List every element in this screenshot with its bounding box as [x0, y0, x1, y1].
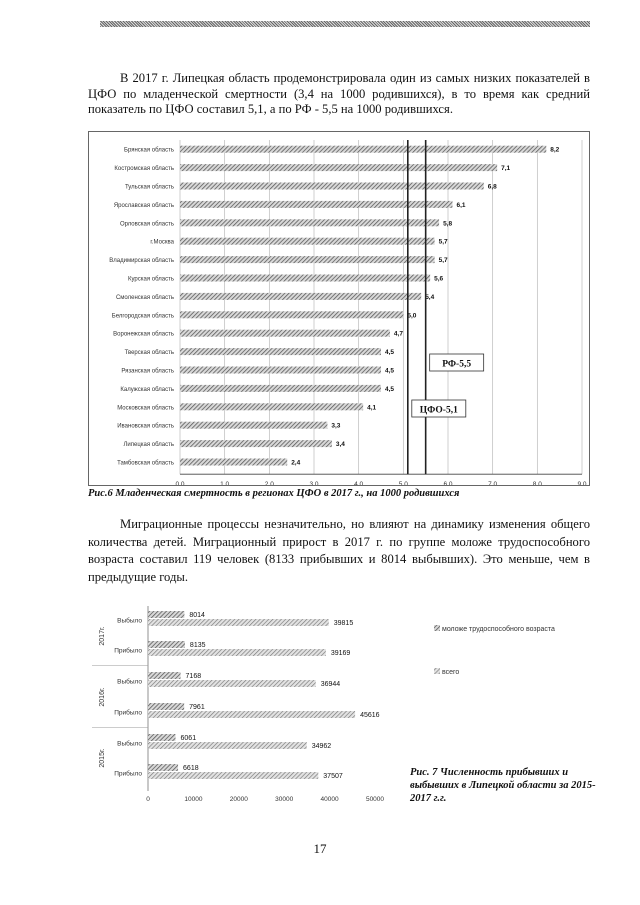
- category-label: Выбыло: [117, 678, 142, 686]
- x-tick-label: 10000: [184, 796, 203, 803]
- bar-value-label: 5,4: [425, 293, 435, 301]
- bar-total: [148, 619, 329, 626]
- reference-line-label: ЦФО-5,1: [419, 405, 458, 416]
- category-label: Прибыло: [114, 709, 142, 717]
- x-tick-label: 6,0: [443, 481, 453, 485]
- bar-total: [148, 711, 355, 718]
- bar-total: [148, 649, 326, 656]
- x-tick-label: 3,0: [309, 481, 319, 485]
- bar-value-label: 4,1: [367, 404, 377, 412]
- figure-6-caption: Рис.6 Младенческая смертность в регионах ЦФО в 2017 г., на 1000 родившихся: [88, 488, 460, 499]
- bar-value-label: 5,6: [434, 275, 444, 283]
- bar-value-label: 5,7: [438, 238, 448, 246]
- category-label: Прибыло: [114, 770, 142, 778]
- bar-young: [148, 734, 176, 741]
- legend-swatch-total: [434, 668, 440, 674]
- group-label: 2015г.: [99, 748, 106, 768]
- bar-young: [148, 672, 181, 679]
- bar-total: [148, 742, 307, 749]
- bar: [180, 164, 497, 171]
- bar: [180, 219, 439, 226]
- bar-young-value-label: 7168: [185, 673, 202, 680]
- x-tick-label: 5,0: [398, 481, 408, 485]
- bar: [180, 348, 381, 355]
- bar-young: [148, 764, 178, 771]
- category-label: Выбыло: [117, 740, 142, 748]
- category-label: Белгородская область: [111, 313, 174, 320]
- header-rule: [100, 21, 590, 27]
- bar-value-label: 5,0: [407, 312, 417, 320]
- bar-value-label: 5,8: [443, 220, 453, 228]
- x-tick-label: 7,0: [488, 481, 498, 485]
- bar-value-label: 4,7: [393, 330, 403, 338]
- category-label: Тульская область: [124, 184, 174, 191]
- reference-line-label: РФ-5,5: [442, 359, 472, 370]
- bar-total-value-label: 36944: [320, 681, 341, 688]
- bar: [180, 440, 332, 447]
- legend-swatch-young: [434, 625, 440, 631]
- category-label: Рязанская область: [121, 368, 174, 375]
- category-label: Калужская область: [120, 386, 174, 393]
- paragraph-infant-mortality: В 2017 г. Липецкая область продемонстрировала один из самых низких показателей в ЦФО по младенческой смертности (3,4 на 1000 родившихся), в то время как средний показатель по ЦФО составил 5,1, а по РФ - 5,5 на 1000 родившихся.: [88, 71, 590, 116]
- bar-young-value-label: 6061: [180, 735, 197, 742]
- x-tick-label: 50000: [365, 796, 385, 803]
- bar-value-label: 2,4: [291, 459, 301, 467]
- x-tick-label: 1,0: [220, 481, 230, 485]
- bar-young-value-label: 8135: [189, 642, 206, 649]
- bar-value-label: 3,3: [331, 422, 341, 430]
- bar-total-value-label: 39815: [333, 620, 354, 627]
- bar: [180, 238, 435, 245]
- bar: [180, 403, 363, 410]
- bar-young-value-label: 6618: [183, 765, 199, 772]
- x-tick-label: 0,0: [175, 481, 185, 485]
- category-label: Брянская область: [124, 147, 174, 154]
- bar: [180, 146, 546, 153]
- bar: [180, 256, 435, 263]
- category-label: Выбыло: [117, 617, 142, 625]
- bar-total: [148, 680, 316, 687]
- bar-young: [148, 641, 185, 648]
- x-tick-label: 0: [146, 796, 150, 803]
- category-label: Смоленская область: [115, 294, 174, 301]
- x-tick-label: 4,0: [354, 481, 364, 485]
- bar: [180, 459, 287, 466]
- category-label: Костромская область: [114, 166, 174, 173]
- bar-total-value-label: 45616: [360, 712, 380, 719]
- category-label: Курская область: [128, 276, 174, 283]
- category-label: Орловская область: [119, 221, 174, 228]
- category-label: Московская область: [117, 405, 174, 412]
- x-tick-label: 40000: [320, 796, 339, 803]
- category-label: Ивановская область: [117, 423, 174, 430]
- bar-value-label: 6,1: [456, 201, 466, 209]
- x-tick-label: 2,0: [264, 481, 274, 485]
- bar-value-label: 4,5: [385, 385, 395, 393]
- page-number: 17: [313, 841, 327, 856]
- bar: [180, 201, 452, 208]
- bar-total-value-label: 39169: [330, 650, 351, 657]
- bar-value-label: 7,1: [501, 165, 511, 173]
- bar: [180, 330, 390, 337]
- infant-mortality-chart: [88, 131, 590, 486]
- category-label: Ярославская область: [113, 202, 174, 209]
- bar-young: [148, 611, 184, 618]
- category-label: Липецкая область: [123, 442, 174, 449]
- legend-label-young: моложе трудоспособного возраста: [442, 626, 555, 633]
- paragraph-migration: Миграционные процессы незначительно, но влияют на динамику изменения общего количества детей. Миграционный прирост в 2017 г. по группе моложе трудоспособного возраста составил 119 человек (8133 прибывших и 8014 выбывших). Это меньше, чем в предыдущие годы.: [88, 517, 590, 584]
- bar: [180, 367, 381, 374]
- bar-young: [148, 703, 184, 710]
- bar: [180, 275, 430, 282]
- bar: [180, 385, 381, 392]
- category-label: Воронежская область: [113, 331, 174, 338]
- bar-total-value-label: 34962: [311, 743, 332, 750]
- bar: [180, 422, 327, 429]
- x-tick-label: 20000: [229, 796, 248, 803]
- x-tick-label: 9,0: [577, 481, 587, 485]
- category-label: Прибыло: [114, 647, 142, 655]
- bar-value-label: 4,5: [385, 367, 395, 375]
- category-label: Тамбовская область: [117, 460, 174, 467]
- bar-value-label: 3,4: [335, 441, 345, 449]
- x-tick-label: 8,0: [532, 481, 542, 485]
- bar-value-label: 4,5: [385, 349, 395, 357]
- category-label: Тверская область: [124, 350, 174, 357]
- legend-label-total: всего: [442, 669, 460, 676]
- x-tick-label: 30000: [275, 796, 294, 803]
- bar-young-value-label: 7961: [189, 704, 205, 711]
- group-label: 2016г.: [99, 687, 106, 707]
- figure-7-caption: Рис. 7 Численность прибывших и выбывших в Липецкой области за 2015-2017 г.г.: [410, 767, 596, 804]
- bar-value-label: 5,7: [438, 257, 448, 265]
- bar: [180, 183, 484, 190]
- group-label: 2017г.: [99, 626, 106, 646]
- bar-value-label: 6,8: [487, 183, 497, 191]
- bar-total-value-label: 37507: [323, 773, 343, 780]
- bar: [180, 293, 421, 300]
- bar-value-label: 8,2: [550, 146, 560, 154]
- bar: [180, 311, 403, 318]
- bar-young-value-label: 8014: [189, 612, 205, 619]
- bar-total: [148, 772, 318, 779]
- category-label: Владимирская область: [109, 258, 174, 265]
- infant-mortality-chart-svg: [89, 132, 589, 485]
- category-label: г.Москва: [150, 239, 174, 246]
